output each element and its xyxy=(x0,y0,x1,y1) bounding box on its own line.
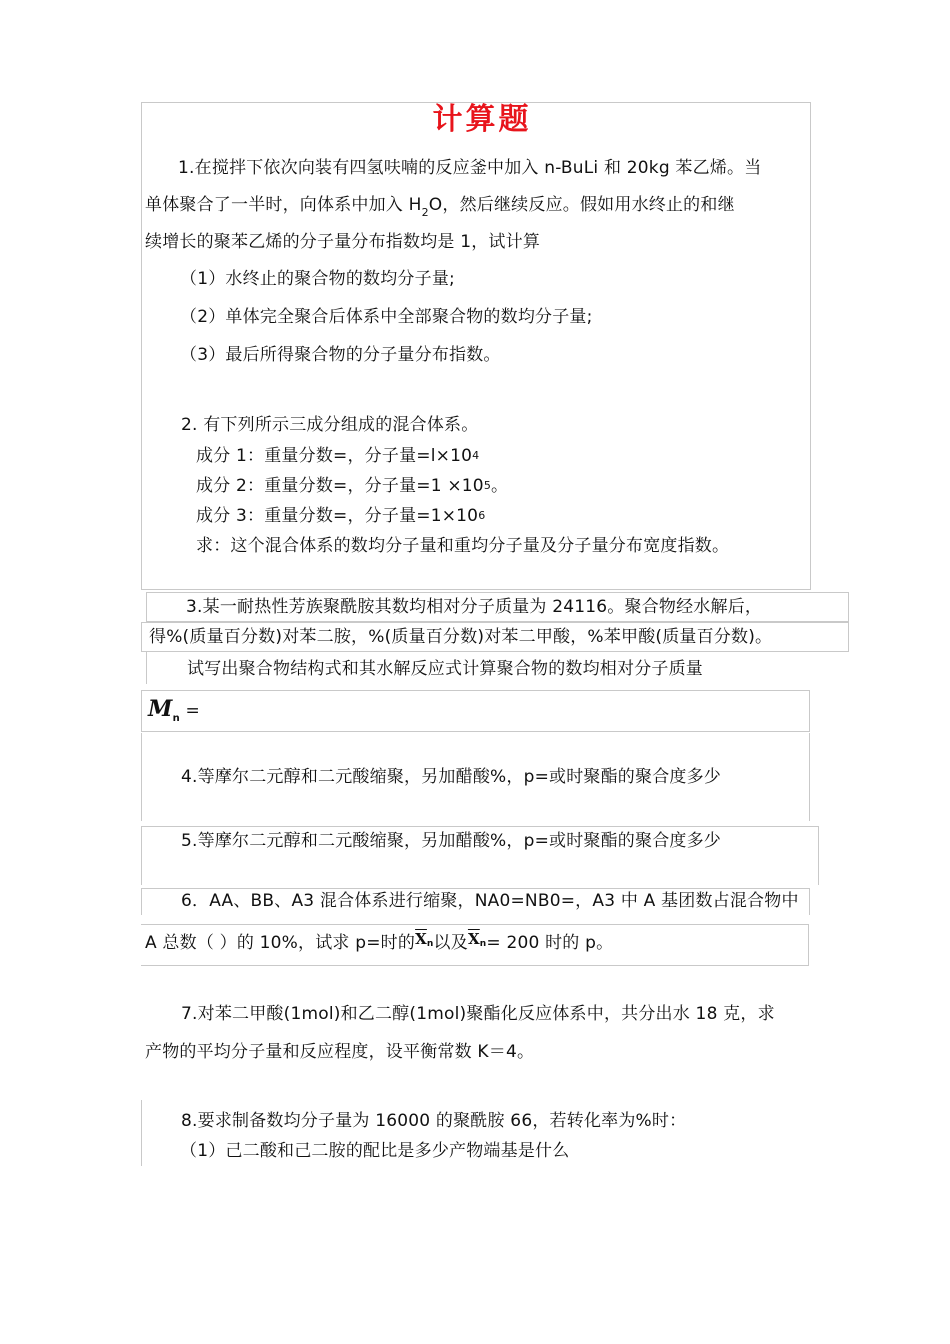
q2-c2-exp: 5 xyxy=(483,479,492,492)
q3-mn-equation xyxy=(148,696,200,727)
q2-c2-text: 成分 2：重量分数=，分子量=1 ×10 xyxy=(196,476,484,496)
q6-line2-mid: 以及 xyxy=(433,933,468,953)
q2-component-2 xyxy=(196,475,508,499)
q2-c3-exp: 6 xyxy=(478,509,486,522)
q2-ask: 求：这个混合体系的数均分子量和重均分子量及分子量分布宽度指数。 xyxy=(196,536,730,556)
mn-equals: = xyxy=(185,701,200,721)
q4-text: 4.等摩尔二元醇和二元酸缩聚，另加醋酸%，p=或时聚酯的聚合度多少 xyxy=(181,767,722,787)
xn-subscript-2: n xyxy=(479,939,487,949)
frame-q3-mn xyxy=(141,690,810,732)
mn-subscript: n xyxy=(172,713,180,724)
q3-line3: 试写出聚合物结构式和其水解反应式计算聚合物的数均相对分子质量 xyxy=(187,659,703,679)
q6-line2 xyxy=(145,932,613,957)
q1-item2: （2）单体完全聚合后体系中全部聚合物的数均分子量; xyxy=(180,307,593,327)
q3-line1: 3.某一耐热性芳族聚酰胺其数均相对分子质量为 24116。聚合物经水解后， xyxy=(186,597,763,617)
q1-item1: （1）水终止的聚合物的数均分子量; xyxy=(180,269,455,289)
page-title: 计算题 xyxy=(432,102,532,137)
q2-component-1 xyxy=(196,445,479,469)
q2-c1-text: 成分 1：重量分数=，分子量=l×10 xyxy=(196,446,473,466)
q2-component-3 xyxy=(196,505,485,529)
q6-line2-post: = 200 时的 p。 xyxy=(486,933,614,953)
q5-text: 5.等摩尔二元醇和二元酸缩聚，另加醋酸%，p=或时聚酯的聚合度多少 xyxy=(181,831,722,851)
q1-line3: 续增长的聚苯乙烯的分子量分布指数均是 1，试计算 xyxy=(145,232,541,252)
q7-line1: 7.对苯二甲酸(1mol)和乙二醇(1mol)聚酯化反应体系中，共分出水 18 克，求 xyxy=(181,1004,775,1024)
q3-line2: 得%(质量百分数)对苯二胺，%(质量百分数)对苯二甲酸，%苯甲酸(质量百分数)。 xyxy=(149,627,773,647)
q1-line1: 1.在搅拌下依次向装有四氢呋喃的反应釜中加入 n-BuLi 和 20kg 苯乙烯。当 xyxy=(178,158,762,178)
xn-subscript-1: n xyxy=(426,939,434,949)
xn-symbol-2: $\overline{X}$ xyxy=(467,930,480,948)
q2-c3-text: 成分 3：重量分数=，分子量=1×10 xyxy=(196,506,479,526)
xn-symbol-1: $\overline{X}$ xyxy=(415,930,427,948)
q6-line2-pre: A 总数（ ）的 10%，试求 p=时的 xyxy=(145,933,416,953)
q7-line2: 产物的平均分子量和反应程度，设平衡常数 K＝4。 xyxy=(145,1042,535,1062)
q2-c2-tail: 。 xyxy=(491,476,509,496)
q8-line1: 8.要求制备数均分子量为 16000 的聚酰胺 66，若转化率为%时： xyxy=(181,1111,687,1131)
q1-line2-pre: 单体聚合了一半时，向体系中加入 H xyxy=(145,195,422,215)
q2-intro: 2. 有下列所示三成分组成的混合体系。 xyxy=(181,415,479,435)
mn-symbol: M xyxy=(148,696,173,722)
q1-line2-post: O，然后继续反应。假如用水终止的和继 xyxy=(428,195,735,215)
q6-line1: 6．AA、BB、A3 混合体系进行缩聚，NA0=NB0=，A3 中 A 基团数占混合物中 xyxy=(181,891,799,911)
q1-item3: （3）最后所得聚合物的分子量分布指数。 xyxy=(180,345,501,365)
q1-line2-sub: 2 xyxy=(421,206,429,219)
q1-line2 xyxy=(145,194,735,218)
q8-item1: （1）己二酸和己二胺的配比是多少产物端基是什么 xyxy=(180,1141,570,1161)
q2-c1-exp: 4 xyxy=(472,449,480,462)
